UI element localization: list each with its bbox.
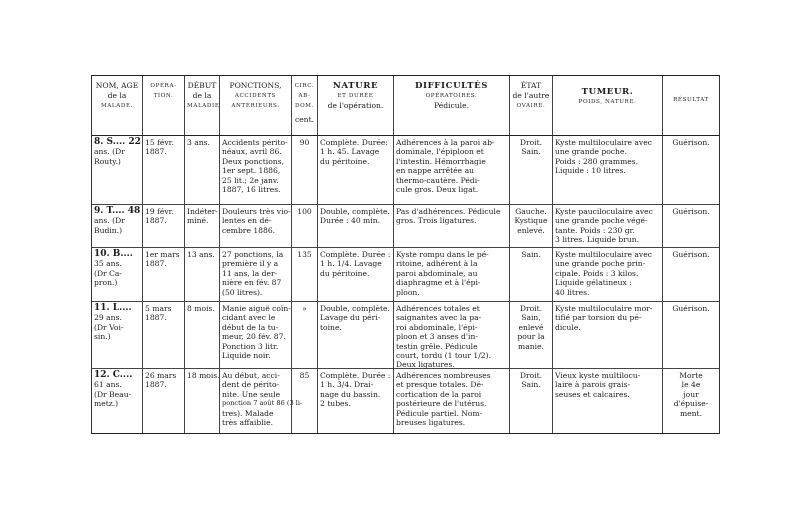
cell-debut: 3 ans.: [185, 136, 220, 204]
case-table: [91, 75, 720, 434]
cell-difficultes: Kyste rompu dans le pé- ritoine, adhérent à la paroi abdominale, au diaphragme et à l'épi- ploon.: [394, 248, 510, 301]
header-ponctions: PONCTIONS, ACCIDENTS ANTÉRIEURS.: [220, 76, 292, 135]
cell-ponctions: Accidents périto- néaux, avril 86. Deux ponctions, 1er sept. 1886, 25 lit.; 2e janv. 1887, 16 litres.: [220, 136, 292, 204]
header-tumeur: TUMEUR. POIDS, NATURE.: [553, 76, 663, 135]
cell-circ: 100: [292, 205, 318, 247]
cell-nature: Complète. Durée: 1 h. 45. Lavage du péritoine.: [318, 136, 394, 204]
header-etat: ÉTAT de l'autre OVAIRE.: [510, 76, 553, 135]
cell-ponctions: Au début, acci- dent de périto- nite. Une seule ponction 7 août 86 (3 li- tres). Malade très affaiblie.: [220, 369, 292, 433]
header-nature: NATURE ET DURÉE de l'opération.: [318, 76, 394, 135]
cell-ponctions: Manie aiguë coïn- cidant avec le début de la tu- meur, 20 fév. 87. Ponction 3 litr. Liquide noir.: [220, 302, 292, 368]
table-row: [92, 302, 719, 369]
cell-circ: 90: [292, 136, 318, 204]
cell-difficultes: Adhérences nombreuses et presque totales. Dé- cortication de la paroi postérieure de l'utérus. Pédicule partiel. Nom- breuses ligatures.: [394, 369, 510, 433]
cell-nature: Double, complète. Lavage du péri- toine.: [318, 302, 394, 368]
header-debut: DÉBUT de la MALADIE: [185, 76, 220, 135]
cell-difficultes: Pas d'adhérences. Pédicule gros. Trois ligatures.: [394, 205, 510, 247]
cell-operation: 26 mars 1887.: [143, 369, 185, 433]
cell-tumeur: Kyste multiloculaire avec une grande poche. Poids : 280 grammes. Liquide : 10 litres.: [553, 136, 663, 204]
cell-resultat: Guérison.: [672, 207, 710, 216]
cell-operation: 5 mars 1887.: [143, 302, 185, 368]
cell-circ: 85: [292, 369, 318, 433]
table-header-row: [92, 76, 719, 136]
cell-patient: 10. B.... 35 ans. (Dr Ca- pron.): [92, 248, 143, 301]
cell-resultat: Morte le 4e jour d'épuise- ment.: [673, 371, 709, 418]
cell-etat: Droit. Sain, enlevé pour la manie.: [510, 302, 553, 368]
table-row: [92, 369, 719, 433]
cell-debut: 8 mois.: [185, 302, 220, 368]
cell-tumeur: Vieux kyste multilocu- laire à parois grais- seuses et calcaires.: [553, 369, 663, 433]
cell-etat: Droit. Sain.: [510, 136, 553, 204]
cell-nature: Complète. Durée : 1 h. 1/4. Lavage du péritoine.: [318, 248, 394, 301]
cell-difficultes: Adhérences totales et saignantes avec la pa- roi abdominale, l'épi- ploon et 3 anses d'in- testin grêle. Pédicule court, tordu (1 tour 1/2). Deux ligatures.: [394, 302, 510, 368]
cell-tumeur: Kyste multiloculaire mor- tifié par torsion du pé- dicule.: [553, 302, 663, 368]
header-circ: CIRC. AB- DOM. cent.: [292, 76, 318, 135]
cell-debut: 18 mois.: [185, 369, 220, 433]
header-resultat: RÉSULTAT: [673, 97, 709, 103]
cell-nature: Complète. Durée : 1 h. 3/4. Drai- nage du bassin. 2 tubes.: [318, 369, 394, 433]
header-patient: NOM, AGE de la MALADE.: [92, 76, 143, 135]
cell-tumeur: Kyste multiloculaire avec une grande poche prin- cipale. Poids : 3 kilos. Liquide gélatineux : 40 litres.: [553, 248, 663, 301]
cell-operation: 1er mars 1887.: [143, 248, 185, 301]
cell-resultat: Guérison.: [672, 250, 710, 259]
cell-ponctions: Douleurs très vio- lentes en dé- cembre 1886.: [220, 205, 292, 247]
cell-etat: Droit. Sain.: [510, 369, 553, 433]
cell-debut: 13 ans.: [185, 248, 220, 301]
cell-resultat: Guérison.: [672, 304, 710, 313]
cell-resultat: Guérison.: [672, 138, 710, 147]
cell-circ: »: [292, 302, 318, 368]
cell-patient: 12. C.... 61 ans. (Dr Beau- metz.): [92, 369, 143, 433]
cell-debut: Indéter- miné.: [185, 205, 220, 247]
header-difficultes: DIFFICULTÉS OPÉRATOIRES. Pédicule.: [394, 76, 510, 135]
cell-tumeur: Kyste pauciloculaire avec une grande poche végé- tante. Poids : 230 gr. 3 litres. Liquide brun.: [553, 205, 663, 247]
cell-ponctions: 27 ponctions, la première il y a 11 ans, la der- nière en fév. 87 (50 litres).: [220, 248, 292, 301]
cell-etat: Sain.: [510, 248, 553, 301]
cell-patient: 9. T.... 48 ans. (Dr Budin.): [92, 205, 143, 247]
cell-operation: 15 févr. 1887.: [143, 136, 185, 204]
cell-etat: Gauche. Kystique enlevé.: [510, 205, 553, 247]
header-operation: OPÉRA- TION.: [143, 76, 185, 135]
cell-difficultes: Adhérences à la paroi ab- dominale, l'épiploon et l'intestin. Hémorrhagie en nappe arrêtée au thermo-cautère. Pédi- cule gros. Deux ligat.: [394, 136, 510, 204]
cell-patient: 8. S.... 22 ans. (Dr Routy.): [92, 136, 143, 204]
table-row: [92, 205, 719, 248]
cell-patient: 11. L.... 29 ans. (Dr Voi- sin.): [92, 302, 143, 368]
cell-nature: Double, complète. Durée : 40 min.: [318, 205, 394, 247]
table-row: [92, 136, 719, 205]
table-row: [92, 248, 719, 302]
cell-circ: 135: [292, 248, 318, 301]
cell-operation: 19 févr. 1887.: [143, 205, 185, 247]
